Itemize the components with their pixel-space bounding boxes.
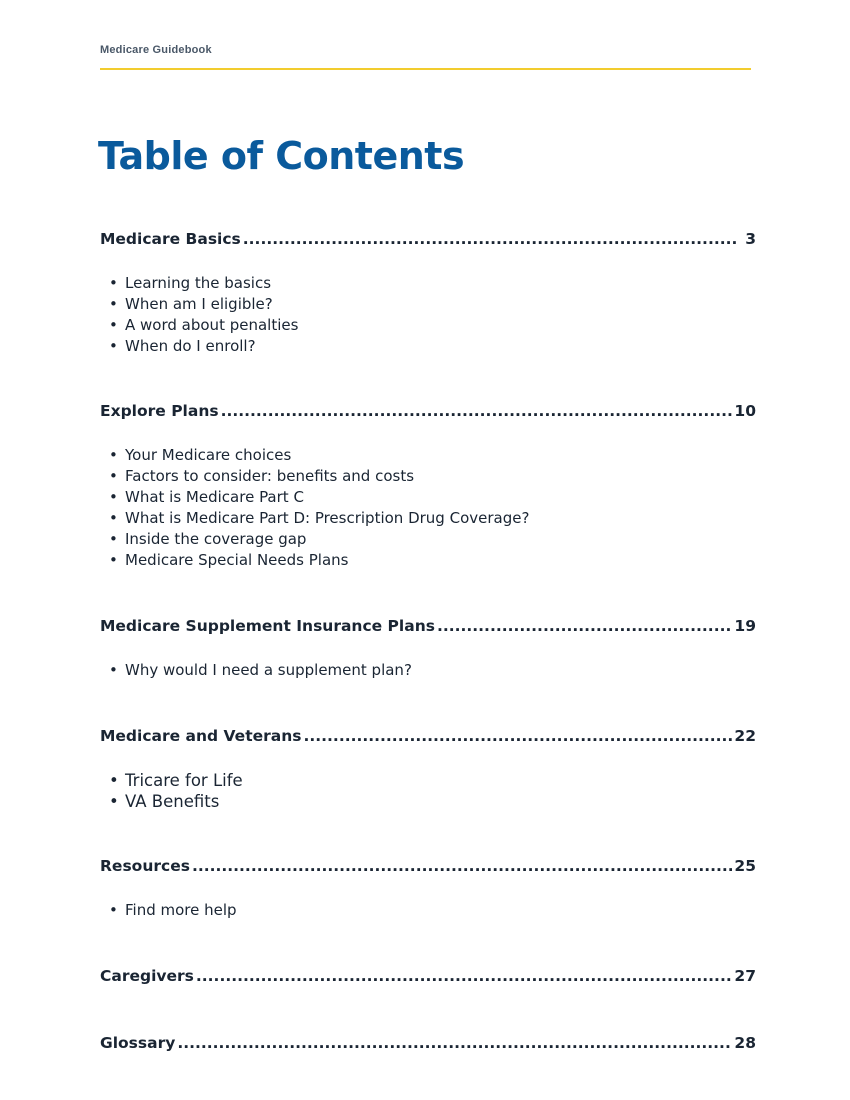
toc-heading[interactable]: [100, 857, 756, 881]
page-title: Table of Contents: [98, 134, 465, 178]
toc-heading[interactable]: [100, 230, 756, 254]
toc-heading[interactable]: [100, 727, 756, 751]
toc-subitem[interactable]: [100, 550, 756, 571]
bullet-icon: •: [109, 467, 118, 485]
toc-subitem-label: What is Medicare Part D: Prescription Drug Coverage?: [125, 509, 530, 527]
toc-subitem-label: Find more help: [125, 901, 237, 919]
toc-sublist: [100, 900, 756, 921]
toc-dot-leader: [177, 1034, 732, 1052]
toc-page-number: 3: [745, 230, 756, 248]
toc-subitem-label: Why would I need a supplement plan?: [125, 661, 412, 679]
bullet-icon: •: [109, 337, 118, 355]
toc-page-number: 28: [734, 1034, 756, 1052]
toc-section-medicare-and-veterans: [100, 727, 756, 812]
toc-subitem[interactable]: [100, 445, 756, 466]
toc-sublist: [100, 273, 756, 357]
toc-subitem[interactable]: [100, 900, 756, 921]
toc-page-number: 19: [734, 617, 756, 635]
toc-heading-title: Glossary: [100, 1034, 176, 1052]
bullet-icon: •: [109, 661, 118, 679]
toc-heading[interactable]: [100, 402, 756, 426]
bullet-icon: •: [109, 771, 119, 790]
toc-subitem-label: A word about penalties: [125, 316, 299, 334]
toc-section-explore-plans: [100, 402, 756, 571]
toc-subitem[interactable]: [100, 466, 756, 487]
toc-subitem[interactable]: [100, 487, 756, 508]
bullet-icon: •: [109, 274, 118, 292]
toc-section-medicare-basics: [100, 230, 756, 357]
toc-subitem-label: Inside the coverage gap: [125, 530, 307, 548]
toc-heading-title: Medicare Supplement Insurance Plans: [100, 617, 435, 635]
toc-sublist: [100, 770, 756, 812]
toc-section-caregivers: [100, 967, 756, 991]
toc-subitem[interactable]: [100, 294, 756, 315]
toc-dot-leader: [437, 617, 732, 635]
toc-heading[interactable]: [100, 617, 756, 641]
toc-subitem-label: Learning the basics: [125, 274, 272, 292]
toc-heading-title: Caregivers: [100, 967, 194, 985]
bullet-icon: •: [109, 295, 118, 313]
toc-subitem[interactable]: [100, 273, 756, 294]
toc-section-medicare-supplement-insurance-plans: [100, 617, 756, 681]
bullet-icon: •: [109, 446, 118, 464]
toc-subitem-label: Tricare for Life: [125, 771, 243, 790]
bullet-icon: •: [109, 792, 119, 811]
toc-dot-leader: [196, 967, 733, 985]
toc-subitem-label: When do I enroll?: [125, 337, 256, 355]
toc-subitem-label: What is Medicare Part C: [125, 488, 304, 506]
toc-subitem[interactable]: [100, 660, 756, 681]
toc-page-number: 10: [734, 402, 756, 420]
toc-section-resources: [100, 857, 756, 921]
bullet-icon: •: [109, 509, 118, 527]
toc-heading[interactable]: [100, 967, 756, 991]
toc-page-number: 27: [734, 967, 756, 985]
toc-subitem-label: Your Medicare choices: [125, 446, 292, 464]
toc-heading-title: Medicare Basics: [100, 230, 241, 248]
toc-page-number: 22: [734, 727, 756, 745]
toc-subitem-label: Factors to consider: benefits and costs: [125, 467, 415, 485]
toc-subitem[interactable]: [100, 791, 756, 812]
bullet-icon: •: [109, 901, 118, 919]
toc-section-glossary: [100, 1034, 756, 1058]
toc-subitem-label: VA Benefits: [125, 792, 220, 811]
toc-page-number: 25: [734, 857, 756, 875]
toc-dot-leader: [192, 857, 732, 875]
toc-heading-title: Medicare and Veterans: [100, 727, 302, 745]
toc-subitem-label: When am I eligible?: [125, 295, 273, 313]
toc-heading[interactable]: [100, 1034, 756, 1058]
bullet-icon: •: [109, 530, 118, 548]
toc-heading-title: Explore Plans: [100, 402, 219, 420]
toc-subitem[interactable]: [100, 508, 756, 529]
toc-subitem[interactable]: [100, 529, 756, 550]
bullet-icon: •: [109, 551, 118, 569]
toc-subitem[interactable]: [100, 770, 756, 791]
toc-subitem[interactable]: [100, 336, 756, 357]
toc-sublist: [100, 445, 756, 571]
toc-dot-leader: [303, 727, 732, 745]
toc-heading-title: Resources: [100, 857, 190, 875]
toc-subitem-label: Medicare Special Needs Plans: [125, 551, 349, 569]
toc-dot-leader: [221, 402, 733, 420]
toc-sublist: [100, 660, 756, 681]
toc-subitem[interactable]: [100, 315, 756, 336]
bullet-icon: •: [109, 316, 118, 334]
guidebook-header-label: Medicare Guidebook: [100, 44, 212, 56]
toc-dot-leader: [243, 230, 736, 248]
header-rule: [100, 68, 751, 70]
bullet-icon: •: [109, 488, 118, 506]
